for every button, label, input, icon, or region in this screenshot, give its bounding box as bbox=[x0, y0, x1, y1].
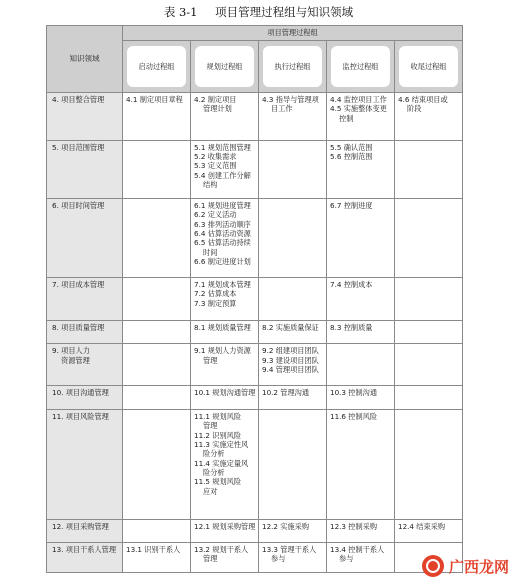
process-item: 10.2 管理沟通 bbox=[262, 387, 310, 397]
process-cell bbox=[259, 198, 327, 277]
knowledge-area-label: 13. 项目干系人管理 bbox=[52, 544, 117, 554]
knowledge-area-label: 4. 项目整合管理 bbox=[52, 94, 105, 104]
process-item: 5.5 确认范围 bbox=[330, 142, 373, 152]
process-cell bbox=[259, 409, 327, 519]
process-cell bbox=[327, 321, 395, 344]
process-cell bbox=[123, 519, 191, 542]
process-item: 11.3 实施定性风 bbox=[194, 439, 249, 449]
process-item: 管理 bbox=[203, 554, 218, 564]
process-group-cell bbox=[327, 40, 395, 92]
knowledge-area-cell bbox=[47, 409, 123, 519]
process-item: 11.1 规划风险 bbox=[194, 411, 242, 421]
circle-logo-icon bbox=[422, 555, 444, 577]
process-group-cell bbox=[259, 40, 327, 92]
process-item: 12.4 结束采购 bbox=[398, 521, 446, 531]
process-cell bbox=[259, 321, 327, 344]
process-item: 4.5 实施整体变更 bbox=[330, 104, 387, 114]
process-cell bbox=[191, 385, 259, 409]
process-knowledge-table bbox=[46, 25, 463, 573]
knowledge-area-cell bbox=[47, 344, 123, 386]
process-cell bbox=[395, 198, 463, 277]
process-item: 4.6 结束项目或 bbox=[398, 94, 448, 104]
table-row bbox=[47, 198, 463, 277]
process-cell bbox=[123, 385, 191, 409]
process-item: 7.3 制定预算 bbox=[194, 298, 237, 308]
process-item: 7.1 规划成本管理 bbox=[194, 279, 251, 289]
knowledge-area-cell bbox=[47, 277, 123, 321]
table-number: 表 3-1 bbox=[163, 5, 198, 19]
process-groups-header: 项目管理过程组 bbox=[123, 26, 463, 41]
process-cell bbox=[327, 140, 395, 198]
process-item: 4.4 监控项目工作 bbox=[330, 94, 387, 104]
process-item: 13.1 识别干系人 bbox=[126, 544, 181, 554]
process-cell bbox=[191, 277, 259, 321]
process-cell bbox=[327, 277, 395, 321]
process-cell bbox=[395, 519, 463, 542]
process-item: 13.2 规划干系人 bbox=[194, 544, 249, 554]
process-cell bbox=[191, 198, 259, 277]
knowledge-area-label: 资源管理 bbox=[61, 355, 90, 365]
process-item: 12.1 规划采购管理 bbox=[194, 521, 256, 531]
process-item: 6.3 排列活动顺序 bbox=[194, 219, 251, 229]
knowledge-area-label: 5. 项目范围管理 bbox=[52, 142, 105, 152]
process-item: 参与 bbox=[339, 554, 354, 564]
knowledge-area-header: 知识领域 bbox=[47, 26, 123, 93]
process-group-label: 监控过程组 bbox=[331, 46, 390, 87]
process-item: 4.2 制定项目 bbox=[194, 94, 237, 104]
table-caption bbox=[0, 4, 517, 20]
process-item: 9.4 管理项目团队 bbox=[262, 365, 319, 375]
process-item: 险分析 bbox=[203, 449, 225, 459]
process-cell bbox=[191, 344, 259, 386]
process-item: 6.7 控制进度 bbox=[330, 200, 373, 210]
process-item: 9.1 规划人力资源 bbox=[194, 346, 251, 356]
process-cell bbox=[395, 385, 463, 409]
process-cell bbox=[327, 542, 395, 572]
process-item: 13.3 管理干系人 bbox=[262, 544, 317, 554]
process-item: 11.5 规划风险 bbox=[194, 477, 242, 487]
process-item: 5.6 控制范围 bbox=[330, 152, 373, 162]
process-cell bbox=[327, 519, 395, 542]
knowledge-area-label: 6. 项目时间管理 bbox=[52, 200, 105, 210]
process-cell bbox=[395, 92, 463, 140]
process-item: 9.3 建设项目团队 bbox=[262, 355, 319, 365]
process-item: 11.6 控制风险 bbox=[330, 411, 378, 421]
process-item: 12.3 控制采购 bbox=[330, 521, 378, 531]
process-item: 4.1 制定项目章程 bbox=[126, 94, 183, 104]
process-cell bbox=[327, 92, 395, 140]
process-item: 8.1 规划质量管理 bbox=[194, 323, 251, 333]
process-item: 8.3 控制质量 bbox=[330, 323, 373, 333]
process-item: 5.2 收集需求 bbox=[194, 152, 237, 162]
knowledge-area-label: 9. 项目人力 bbox=[52, 346, 90, 356]
process-item: 7.2 估算成本 bbox=[194, 289, 237, 299]
process-item: 10.1 规划沟通管理 bbox=[194, 387, 256, 397]
process-item: 10.3 控制沟通 bbox=[330, 387, 378, 397]
knowledge-area-cell bbox=[47, 321, 123, 344]
process-cell bbox=[259, 140, 327, 198]
process-group-cell bbox=[123, 40, 191, 92]
table-row bbox=[47, 321, 463, 344]
process-cell bbox=[395, 321, 463, 344]
process-cell bbox=[259, 385, 327, 409]
process-cell bbox=[123, 92, 191, 140]
process-item: 8.2 实施质量保证 bbox=[262, 323, 319, 333]
table-row bbox=[47, 385, 463, 409]
process-cell bbox=[191, 140, 259, 198]
knowledge-area-label: 12. 项目采购管理 bbox=[52, 521, 109, 531]
process-group-cell bbox=[191, 40, 259, 92]
process-item: 7.4 控制成本 bbox=[330, 279, 373, 289]
process-cell bbox=[123, 140, 191, 198]
process-item: 5.1 规划范围管理 bbox=[194, 142, 251, 152]
process-cell bbox=[259, 277, 327, 321]
process-cell bbox=[395, 409, 463, 519]
process-item: 13.4 控制干系人 bbox=[330, 544, 385, 554]
process-cell bbox=[191, 542, 259, 572]
knowledge-area-label: 11. 项目风险管理 bbox=[52, 411, 109, 421]
process-group-label: 启动过程组 bbox=[127, 46, 186, 87]
table-row bbox=[47, 344, 463, 386]
process-item: 管理 bbox=[203, 355, 218, 365]
process-cell bbox=[395, 140, 463, 198]
table-row bbox=[47, 92, 463, 140]
process-cell bbox=[327, 344, 395, 386]
process-item: 管理 bbox=[203, 421, 218, 431]
process-cell bbox=[259, 92, 327, 140]
process-item: 12.2 实施采购 bbox=[262, 521, 310, 531]
process-cell bbox=[123, 321, 191, 344]
process-cell bbox=[259, 542, 327, 572]
process-item: 6.1 规划进度管理 bbox=[194, 200, 251, 210]
knowledge-area-label: 7. 项目成本管理 bbox=[52, 279, 105, 289]
knowledge-area-cell bbox=[47, 198, 123, 277]
process-cell bbox=[327, 198, 395, 277]
table-row bbox=[47, 409, 463, 519]
process-item: 4.3 指导与管理项 bbox=[262, 94, 319, 104]
process-item: 9.2 组建项目团队 bbox=[262, 346, 319, 356]
table-row bbox=[47, 542, 463, 572]
process-item: 阶段 bbox=[407, 104, 422, 114]
knowledge-area-cell bbox=[47, 519, 123, 542]
process-cell bbox=[123, 542, 191, 572]
knowledge-area-cell bbox=[47, 92, 123, 140]
table-row bbox=[47, 277, 463, 321]
process-group-label: 执行过程组 bbox=[263, 46, 322, 87]
process-item: 管理计划 bbox=[203, 104, 232, 114]
table-row bbox=[47, 140, 463, 198]
process-cell bbox=[259, 344, 327, 386]
watermark-text: 广西龙网 bbox=[448, 557, 509, 576]
process-cell bbox=[123, 198, 191, 277]
process-item: 时间 bbox=[203, 247, 218, 257]
process-item: 11.2 识别风险 bbox=[194, 430, 242, 440]
process-cell bbox=[259, 519, 327, 542]
process-item: 11.4 实施定量风 bbox=[194, 458, 249, 468]
process-item: 控制 bbox=[339, 113, 354, 123]
process-cell bbox=[191, 519, 259, 542]
process-item: 参与 bbox=[271, 554, 286, 564]
process-item: 6.4 估算活动资源 bbox=[194, 228, 251, 238]
process-item: 6.6 制定进度计划 bbox=[194, 257, 251, 267]
process-cell bbox=[327, 409, 395, 519]
knowledge-area-cell bbox=[47, 542, 123, 572]
watermark bbox=[422, 555, 509, 577]
table-row bbox=[47, 519, 463, 542]
process-cell bbox=[123, 409, 191, 519]
process-cell bbox=[327, 385, 395, 409]
process-cell bbox=[395, 344, 463, 386]
process-cell bbox=[123, 344, 191, 386]
process-item: 6.2 定义活动 bbox=[194, 210, 237, 220]
process-group-label: 收尾过程组 bbox=[399, 46, 458, 87]
process-item: 6.5 估算活动持续 bbox=[194, 238, 251, 248]
process-group-cell bbox=[395, 40, 463, 92]
process-cell bbox=[191, 409, 259, 519]
process-item: 应对 bbox=[203, 486, 218, 496]
knowledge-area-cell bbox=[47, 385, 123, 409]
process-cell bbox=[395, 277, 463, 321]
knowledge-area-label: 8. 项目质量管理 bbox=[52, 323, 105, 333]
process-item: 结构 bbox=[203, 180, 218, 190]
knowledge-area-cell bbox=[47, 140, 123, 198]
process-cell bbox=[123, 277, 191, 321]
process-cell bbox=[191, 92, 259, 140]
table-title: 项目管理过程组与知识领域 bbox=[215, 5, 354, 19]
knowledge-area-label: 10. 项目沟通管理 bbox=[52, 387, 109, 397]
process-item: 5.4 创建工作分解 bbox=[194, 170, 251, 180]
process-cell bbox=[191, 321, 259, 344]
process-group-label: 规划过程组 bbox=[195, 46, 254, 87]
process-item: 目工作 bbox=[271, 104, 293, 114]
process-item: 险分析 bbox=[203, 467, 225, 477]
process-item: 5.3 定义范围 bbox=[194, 161, 237, 171]
